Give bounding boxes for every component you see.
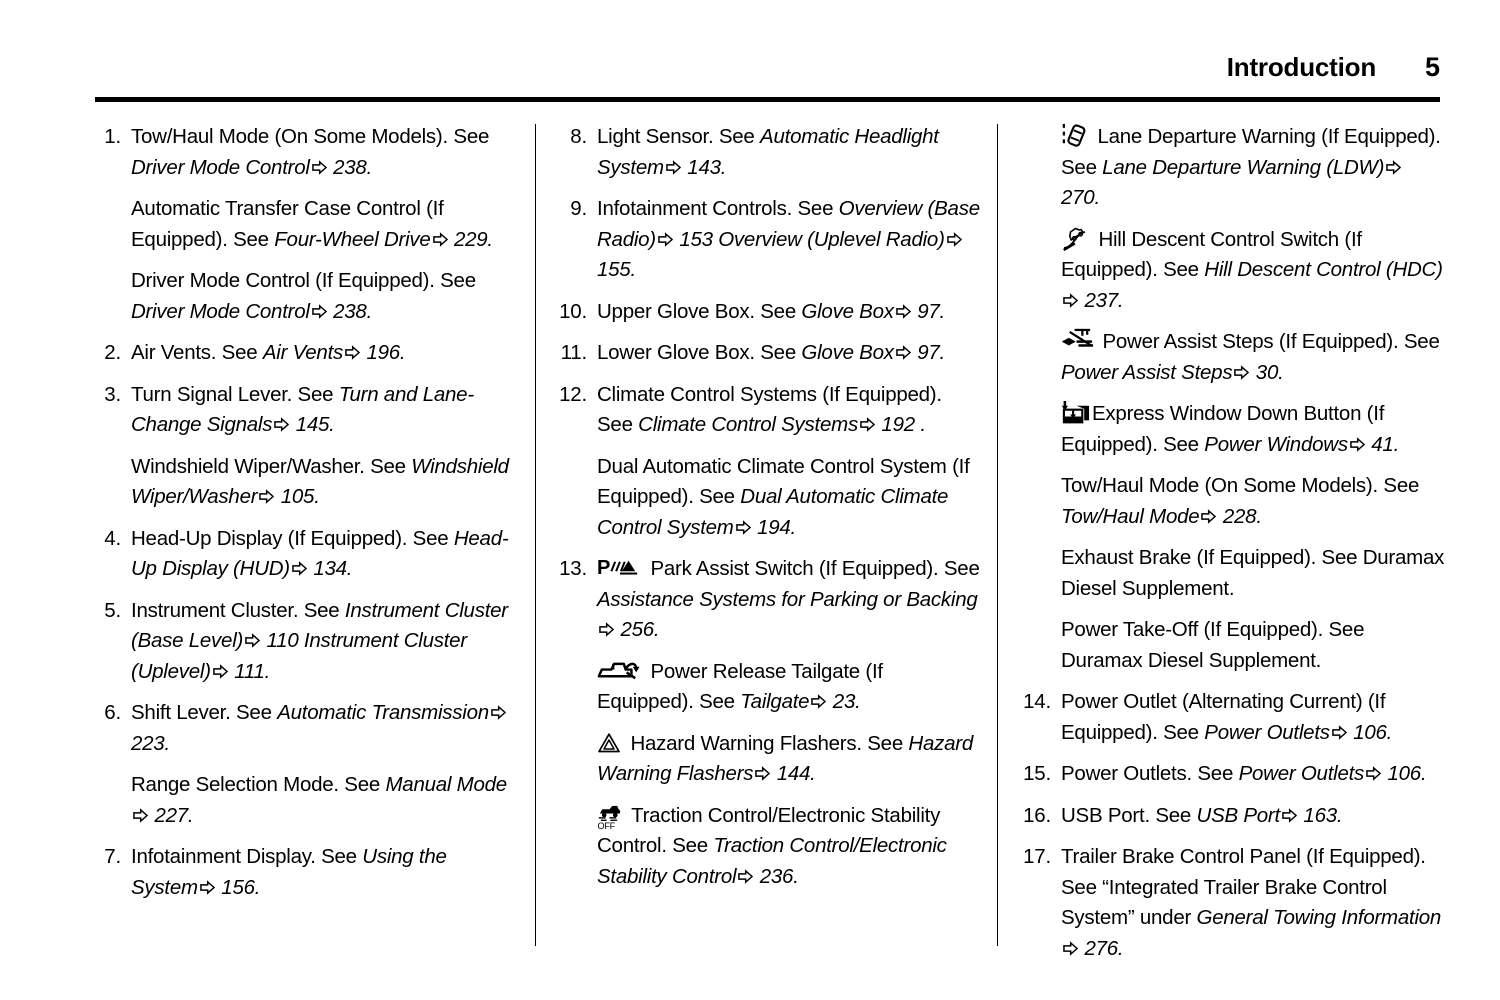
- cross-reference-title: Automatic Headlight System: [597, 125, 939, 179]
- list-item: [1020, 801, 1445, 832]
- list-item-number: 7.: [104, 845, 121, 868]
- body-text: Hill Descent Control Switch (If Equipped). See: [1061, 227, 1362, 281]
- cross-reference-title: 134.: [307, 557, 353, 580]
- body-text: Head-Up Display (If Equipped). See: [131, 526, 454, 550]
- list-item-paragraph: [131, 380, 516, 441]
- list-item-paragraph: [1061, 122, 1445, 214]
- list-item-body: [597, 297, 980, 328]
- page-reference-arrow-icon: [133, 808, 148, 823]
- list-item-paragraph: [1061, 801, 1445, 832]
- list-item-body: [597, 194, 980, 286]
- list-item-paragraph: [131, 338, 516, 369]
- page-reference-arrow-icon: [1282, 808, 1297, 823]
- body-text: Automatic Transfer Case Control (If Equipped). See: [131, 197, 444, 251]
- body-text: Light Sensor. See: [597, 125, 761, 148]
- header-rule: [95, 97, 1440, 102]
- cross-reference-title: Power Assist Steps: [1061, 360, 1233, 384]
- page-reference-arrow-icon: [245, 633, 260, 648]
- list-item-paragraph: [1061, 615, 1445, 676]
- cross-reference-title: Power Windows: [1204, 432, 1348, 456]
- cross-reference-title: Assistance Systems for Parking or Backing: [597, 587, 978, 611]
- page-reference-arrow-icon: [433, 232, 448, 247]
- cross-reference-title: Manual Mode: [385, 773, 507, 796]
- cross-reference-title: 223.: [131, 731, 170, 755]
- cross-reference-title: Using the System: [131, 845, 447, 899]
- cross-reference-title: 229.: [448, 227, 493, 251]
- list-item-number: 12.: [559, 382, 587, 406]
- body-text: Power Take-Off (If Equipped). See Duramax Diesel Supplement.: [1061, 618, 1365, 672]
- list-item-paragraph: [597, 452, 980, 544]
- svg-text:P: P: [597, 557, 611, 579]
- cross-reference-title: 237.: [1079, 288, 1124, 312]
- list-item-body: [1061, 801, 1445, 832]
- cross-reference-title: Tailgate: [740, 690, 810, 713]
- list-item: [90, 698, 516, 831]
- cross-reference-title: 30.: [1250, 360, 1284, 384]
- list-item: [90, 122, 516, 327]
- page-reference-arrow-icon: [1332, 725, 1347, 740]
- body-text: Tow/Haul Mode (On Some Models). See: [1061, 474, 1420, 497]
- cross-reference-title: Traction Control/Electronic Stability Control: [597, 834, 947, 888]
- list-item-number: 13.: [559, 557, 587, 580]
- body-text: Climate Control Systems (If Equipped). See: [597, 382, 942, 436]
- cross-reference-title: 144.: [771, 762, 816, 785]
- list-item-number: 1.: [104, 125, 121, 148]
- cross-reference-title: 111.: [228, 659, 271, 683]
- cross-reference-title: 196.: [361, 341, 406, 364]
- cross-reference-title: Climate Control Systems: [638, 413, 858, 436]
- cross-reference-title: Overview (Base Radio): [597, 197, 980, 251]
- page-reference-arrow-icon: [1063, 293, 1078, 308]
- cross-reference-title: 110 Instrument Cluster (Uplevel): [131, 629, 467, 683]
- cross-reference-title: Instrument Cluster (Base Level): [131, 598, 508, 652]
- list-item-paragraph: [1061, 327, 1445, 388]
- list-item-paragraph: [597, 194, 980, 286]
- cross-reference-title: 238.: [327, 299, 373, 323]
- list-item: [556, 554, 980, 892]
- list-item-number: [1020, 122, 1061, 676]
- cross-reference-title: Hazard Warning Flashers: [597, 731, 974, 785]
- list-item-body: [597, 122, 980, 183]
- page-reference-arrow-icon: [213, 664, 228, 679]
- list-item-paragraph: [1061, 543, 1445, 604]
- page-reference-arrow-icon: [259, 489, 274, 504]
- cross-reference-title: Head-Up Display (HUD): [131, 526, 509, 580]
- page-reference-arrow-icon: [1201, 509, 1216, 524]
- list-item-paragraph: [131, 194, 516, 255]
- cross-reference-title: 192 .: [875, 413, 926, 436]
- page-reference-arrow-icon: [1386, 160, 1401, 175]
- list-item-number: 4.: [104, 526, 121, 550]
- cross-reference-title: 256.: [615, 618, 660, 641]
- content-columns: [90, 122, 1445, 975]
- list-item-body: [131, 596, 516, 688]
- list-item-paragraph: [597, 380, 980, 441]
- page-reference-arrow-icon: [599, 622, 614, 637]
- page-reference-arrow-icon: [274, 417, 289, 432]
- park-assist-icon: [597, 556, 641, 579]
- body-text: Windshield Wiper/Washer. See: [131, 454, 412, 478]
- list-item-body: [1061, 759, 1445, 790]
- page-reference-arrow-icon: [345, 345, 360, 360]
- list-item-number: 15.: [1023, 762, 1051, 785]
- cross-reference-title: 41.: [1365, 432, 1400, 456]
- list-item-paragraph: [597, 122, 980, 183]
- page-reference-arrow-icon: [292, 561, 307, 576]
- cross-reference-title: Lane Departure Warning (LDW): [1102, 155, 1385, 179]
- body-text: Trailer Brake Control Panel (If Equipped). See “Integrated Trailer Brake Control System” under: [1061, 845, 1426, 929]
- body-text: Shift Lever. See: [131, 701, 278, 724]
- list-item: [90, 596, 516, 688]
- list-item: [556, 380, 980, 544]
- cross-reference-title: Driver Mode Control: [131, 299, 310, 323]
- page-reference-arrow-icon: [896, 304, 911, 319]
- list-item-number: 17.: [1023, 845, 1051, 868]
- cross-reference-title: 143.: [681, 155, 727, 179]
- page-reference-arrow-icon: [736, 520, 751, 535]
- list-item-paragraph: [131, 524, 516, 585]
- list-item: [1020, 842, 1445, 964]
- page-reference-arrow-icon: [1234, 365, 1249, 380]
- list-item-paragraph: [597, 801, 980, 893]
- page-reference-arrow-icon: [896, 345, 911, 360]
- list-item-paragraph: [131, 452, 516, 513]
- page-title: Introduction: [1226, 52, 1376, 82]
- cross-reference-title: 194.: [751, 515, 796, 539]
- list-item-paragraph: [597, 657, 980, 718]
- list-item-number: 3.: [104, 382, 121, 406]
- cross-reference-title: Four-Wheel Drive: [274, 227, 431, 251]
- list-item-paragraph: [597, 729, 980, 790]
- body-text: Power Assist Steps (If Equipped). See: [1097, 330, 1440, 353]
- hill-descent-control-icon: [1061, 226, 1089, 252]
- column-2: [538, 122, 1000, 975]
- cross-reference-title: 106.: [1382, 762, 1427, 785]
- cross-reference-title: 238.: [327, 155, 373, 179]
- page-number: 5: [1424, 52, 1440, 82]
- cross-reference-title: Driver Mode Control: [131, 155, 310, 179]
- list-item-body: [1061, 687, 1445, 748]
- column-3: [1000, 122, 1445, 975]
- traction-control-off-icon: [597, 802, 622, 830]
- cross-reference-title: Windshield Wiper/Washer: [131, 454, 509, 508]
- list-item-paragraph: [1061, 471, 1445, 532]
- svg-text:OFF: OFF: [597, 820, 615, 830]
- body-text: Driver Mode Control (If Equipped). See: [131, 269, 476, 292]
- express-window-down-icon: [1061, 400, 1091, 426]
- list-item-paragraph: [131, 596, 516, 688]
- list-item-body: [131, 338, 516, 369]
- list-item: [1020, 122, 1445, 676]
- list-item-number: 5.: [104, 598, 121, 622]
- body-text: Power Release Tailgate (If Equipped). See: [597, 659, 883, 713]
- body-text: Infotainment Display. See: [131, 845, 363, 868]
- list-item-paragraph: [1061, 225, 1445, 317]
- body-text: Air Vents. See: [131, 341, 263, 364]
- cross-reference-title: Power Outlets: [1238, 762, 1365, 785]
- list-item-paragraph: [597, 338, 980, 369]
- list-item-number: 8.: [570, 125, 587, 148]
- cross-reference-title: 155.: [597, 258, 636, 281]
- list-item-body: [131, 524, 516, 585]
- list-item: [90, 338, 516, 369]
- cross-reference-title: Dual Automatic Climate Control System: [597, 485, 949, 539]
- list-item-paragraph: [131, 122, 516, 183]
- cross-reference-title: 106.: [1347, 720, 1393, 744]
- list-item-paragraph: [131, 698, 516, 759]
- list-item: [556, 338, 980, 369]
- body-text: Traction Control/Electronic Stability Control. See: [597, 803, 941, 857]
- page-reference-arrow-icon: [755, 766, 770, 781]
- cross-reference-title: USB Port: [1196, 803, 1280, 827]
- cross-reference-title: 97.: [911, 341, 945, 364]
- cross-reference-title: 236.: [754, 864, 799, 888]
- body-text: Park Assist Switch (If Equipped). See: [645, 557, 980, 580]
- page-reference-arrow-icon: [1350, 437, 1365, 452]
- cross-reference-title: 276.: [1079, 936, 1124, 960]
- page-reference-arrow-icon: [947, 232, 962, 247]
- list-item-number: 16.: [1023, 803, 1051, 827]
- list-item-number: 9.: [570, 197, 587, 220]
- lane-departure-warning-icon: [1061, 123, 1088, 149]
- cross-reference-title: 270.: [1061, 186, 1100, 209]
- cross-reference-title: Automatic Transmission: [277, 701, 489, 724]
- cross-reference-title: Power Outlets: [1204, 720, 1330, 744]
- list-item-paragraph: [1061, 842, 1445, 964]
- body-text: Range Selection Mode. See: [131, 773, 386, 796]
- list-item-paragraph: [131, 266, 516, 327]
- list-item: [556, 194, 980, 286]
- body-text: Express Window Down Button (If Equipped). See: [1061, 402, 1385, 456]
- body-text: Hazard Warning Flashers. See: [625, 731, 909, 755]
- list-item-paragraph: [597, 297, 980, 328]
- cross-reference-title: Glove Box: [801, 299, 894, 323]
- hazard-warning-triangle-icon: [597, 732, 621, 754]
- list-item-body: [1061, 842, 1445, 964]
- page-reference-arrow-icon: [860, 417, 875, 432]
- body-text: Tow/Haul Mode (On Some Models). See: [131, 125, 490, 148]
- body-text: Exhaust Brake (If Equipped). See Duramax Diesel Supplement.: [1061, 546, 1445, 600]
- list-item-paragraph: [1061, 399, 1445, 460]
- list-item-paragraph: [131, 770, 516, 831]
- list-item-paragraph: [1061, 687, 1445, 748]
- cross-reference-title: 145.: [290, 413, 335, 436]
- body-text: USB Port. See: [1061, 803, 1197, 827]
- list-item-paragraph: [1061, 759, 1445, 790]
- page-reference-arrow-icon: [658, 232, 673, 247]
- page-reference-arrow-icon: [491, 705, 506, 720]
- list-item-body: [597, 380, 980, 544]
- cross-reference-title: 153 Overview (Uplevel Radio): [673, 227, 945, 251]
- body-text: Power Outlets. See: [1061, 762, 1239, 785]
- cross-reference-title: Glove Box: [801, 341, 894, 364]
- page-reference-arrow-icon: [1063, 941, 1078, 956]
- cross-reference-title: 105.: [275, 485, 320, 508]
- list-item: [90, 380, 516, 513]
- page-reference-arrow-icon: [200, 880, 215, 895]
- body-text: Lower Glove Box. See: [597, 341, 802, 364]
- list-item-body: [1061, 122, 1445, 676]
- list-item-number: 14.: [1023, 690, 1051, 713]
- list-item-number: 2.: [104, 341, 121, 364]
- list-item: [1020, 759, 1445, 790]
- cross-reference-title: 156.: [215, 875, 261, 899]
- page-reference-arrow-icon: [738, 869, 753, 884]
- page-reference-arrow-icon: [312, 160, 327, 175]
- list-item: [556, 297, 980, 328]
- cross-reference-title: 163.: [1297, 803, 1343, 827]
- cross-reference-title: 23.: [827, 690, 861, 713]
- page-reference-arrow-icon: [666, 160, 681, 175]
- list-item: [1020, 687, 1445, 748]
- page-reference-arrow-icon: [811, 694, 826, 709]
- body-text: Dual Automatic Climate Control System (If Equipped). See: [597, 454, 970, 508]
- list-item-body: [597, 338, 980, 369]
- power-release-tailgate-icon: [597, 660, 641, 684]
- cross-reference-title: General Towing Information: [1196, 906, 1442, 929]
- page-header: [95, 52, 1440, 83]
- body-text: Power Outlet (Alternating Current) (If Equipped). See: [1061, 690, 1386, 744]
- cross-reference-title: Turn and Lane-Change Signals: [131, 382, 474, 436]
- body-text: Lane Departure Warning (If Equipped). See: [1061, 125, 1441, 179]
- column-1: [90, 122, 538, 975]
- body-text: Infotainment Controls. See: [597, 197, 839, 220]
- cross-reference-title: 97.: [911, 299, 945, 323]
- body-text: Turn Signal Lever. See: [131, 382, 339, 406]
- body-text: Instrument Cluster. See: [131, 598, 345, 622]
- list-item: [556, 122, 980, 183]
- power-assist-steps-icon: [1061, 328, 1095, 354]
- page-reference-arrow-icon: [1366, 766, 1381, 781]
- list-item: [90, 842, 516, 903]
- list-item-number: 11.: [560, 341, 587, 364]
- list-item-number: 10.: [559, 299, 587, 323]
- list-item-paragraph: [131, 842, 516, 903]
- cross-reference-title: Tow/Haul Mode: [1061, 504, 1200, 528]
- cross-reference-title: Air Vents: [262, 341, 344, 364]
- list-item-body: [131, 380, 516, 513]
- cross-reference-title: Hill Descent Control (HDC): [1204, 258, 1443, 281]
- list-item-body: [131, 842, 516, 903]
- list-item-body: [597, 554, 980, 892]
- list-item-body: [131, 698, 516, 831]
- cross-reference-title: 228.: [1217, 504, 1262, 528]
- cross-reference-title: 227.: [149, 803, 194, 827]
- list-item-body: [131, 122, 516, 327]
- list-item-number: 6.: [104, 701, 121, 724]
- body-text: Upper Glove Box. See: [597, 299, 802, 323]
- page-reference-arrow-icon: [312, 304, 327, 319]
- list-item: [90, 524, 516, 585]
- list-item-paragraph: [597, 554, 980, 646]
